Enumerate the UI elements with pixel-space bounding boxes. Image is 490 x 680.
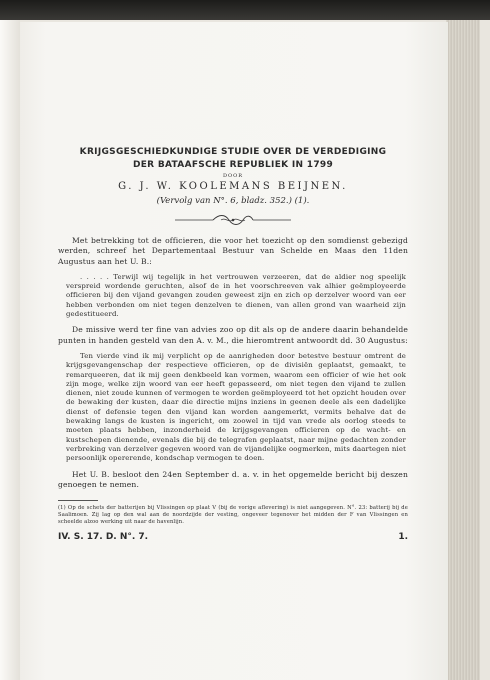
door-label: DOOR bbox=[223, 173, 243, 179]
spine bbox=[0, 20, 20, 680]
quote-2: Ten vierde vind ik mij verplicht op de aanrigheden door betestve bestuur omtrent de krijgsgevangenschap der respectieve officieren, op de divisiën geplaatst, gemaakt, te remarqueeren, dat ik mij geen denkbeeld kan vormen, waarom een officier of wie het ook zijn moge, welke zijn woord van eer heeft gepasseerd, om niet tegen den vijand te zullen dienen, niet zoude kunnen of vermogen te worden geëmployeerd tot het opzicht houden over de bewaking der kusten, daar die directie mijns inziens in geenen deele als een dadelijke dienst of defensie tegen den vijand kan worden aangemerkt, vermits behalve dat de bewaking langs de kusten is ingericht, om zoowel in tijd van vrede als oorlog steeds te moeten plaats hebben, inzonderheid de krijgsgevangen officieren op de wacht- en kustschepen dienende, evenals die bij de telegrafen geplaatst, naar mijne gedachten zonder verbreking van derzelver gegeven woord van de vijandelijke oogmerken, mits daartegen niet persoonlijk opererende, kondschap vermogen te doen. bbox=[66, 351, 406, 463]
paragraph-3: Het U. B. besloot den 24en September d. a. v. in het opgemelde bericht bij deszen genoegen te nemen. bbox=[58, 469, 408, 489]
title-line-1: KRIJGSGESCHIEDKUNDIGE STUDIE OVER DE VERDEDIGING bbox=[79, 147, 387, 157]
signature-mark: IV. S. 17. D. N°. 7. bbox=[58, 532, 149, 543]
page-content bbox=[58, 146, 408, 542]
author: G. J. W. KOOLEMANS BEIJNEN. bbox=[118, 181, 348, 192]
sheet-number: 1. bbox=[398, 532, 408, 543]
footnote-rule bbox=[58, 500, 98, 501]
footnote: (1) Op de schets der batterijen bij Vlissingen op plaat V (bij de vorige aflevering) is niet aangegeven. N°. 23: batterij bij de Saalimoen. Zij lag op den wal aan de noordzijde der vesting, ongeveer tegenover het midden der F van Vlissingen en scheelde alzoo werking uit naar de havenlijn. bbox=[58, 505, 408, 526]
page bbox=[20, 22, 448, 680]
paragraph-1: Met betrekking tot de officieren, die voor het toezicht op den somdienst gebezigd werden, schreef het Departementaal Bestuur van Schelde en Maas den 11den Augustus aan het U. B.: bbox=[58, 236, 408, 266]
paragraph-2: De missive werd ter fine van advies zoo op dit als op de andere daarin behandelde punten in handen gesteld van den A. v. M., die hieromtrent antwoordt dd. 30 Augustus: bbox=[58, 325, 408, 345]
ornament-divider-icon bbox=[173, 214, 293, 226]
continuation-note: (Vervolg van N°. 6, bladz. 352.) (1). bbox=[156, 196, 310, 206]
title-line-2: DER BATAAFSCHE REPUBLIEK IN 1799 bbox=[132, 160, 334, 170]
signature-line bbox=[58, 532, 408, 542]
quote-1: . . . . . Terwijl wij tegelijk in het vertrouwen verzeeren, dat de aldier nog speelijk verspreid wordende geruchten, alsof de in het voorschreeven vak alhier geëmployeerde officieren bij den vijand gevangen zouden geweest zijn en zich op derzelver woord van eer hebben verbonden om niet tegen denzelven te dienen, van allen grond van waarheid zijn gedestitueerd. bbox=[66, 272, 406, 319]
page-edges bbox=[446, 20, 480, 680]
top-shadow bbox=[0, 0, 490, 20]
